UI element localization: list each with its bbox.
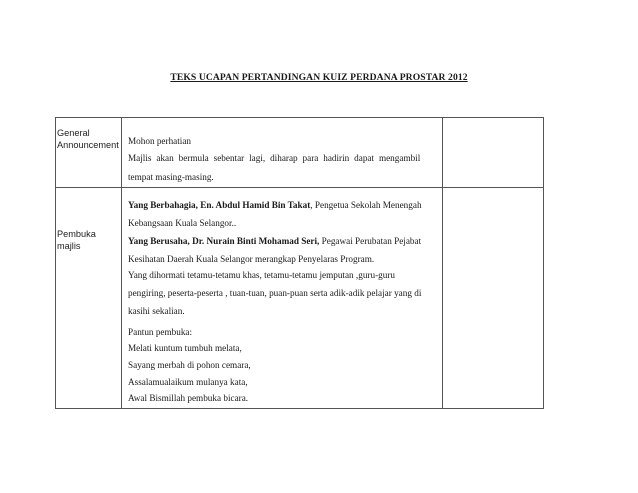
table-border-top [55, 117, 543, 118]
greeting-line: pengiring, peserta-peserta , tuan-tuan, puan-puan serta adik-adik pelajar yang di [128, 288, 422, 298]
row-label-pembuka-majlis [57, 229, 96, 252]
table-col-divider-2 [442, 117, 443, 409]
vip-name: Yang Berusaha, Dr. Nurain Binti Mohamad Seri, [128, 236, 320, 246]
pantun-line: Awal Bismillah pembuka bicara. [128, 393, 249, 403]
row-label-line: Announcement [57, 139, 119, 150]
document-title: TEKS UCAPAN PERTANDINGAN KUIZ PERDANA PROSTAR 2012 [170, 72, 468, 83]
table-border-right [543, 117, 544, 409]
pantun-line: Melati kuntum tumbuh melata, [128, 343, 242, 353]
announcement-line: Mohon perhatian [128, 136, 192, 146]
row-label-line: majlis [57, 240, 81, 251]
row-label-general-announcement [57, 128, 119, 151]
table-border-left [55, 117, 56, 409]
vip-name: Yang Berbahagia, En. Abdul Hamid Bin Takat [128, 200, 311, 210]
vip-line: Kesihatan Daerah Kuala Selangor merangkap Penyelaras Program. [128, 254, 375, 264]
pantun-line: Sayang merbah di pohon cemara, [128, 360, 251, 370]
announcement-line: tempat masing-masing. [128, 172, 214, 182]
vip-title: Pegawai Perubatan Pejabat [319, 236, 422, 246]
announcement-line-text: Majlis akan bermula sebentar lagi, diharap para hadirin dapat mengambil [128, 153, 421, 163]
vip-line [128, 200, 422, 210]
vip-line [128, 236, 421, 246]
table-row-divider [55, 187, 543, 188]
vip-title: , Pengetua Sekolah Menengah [310, 200, 422, 210]
greeting-line: kasihi sekalian. [128, 306, 185, 316]
pantun-line: Pantun pembuka: [128, 327, 193, 337]
pantun-line: Assalamualaikum mulanya kata, [128, 377, 248, 387]
vip-line: Kebangsaan Kuala Selangor.. [128, 218, 237, 228]
table-border-bottom [55, 408, 543, 409]
row-label-line: Pembuka [57, 229, 96, 239]
announcement-line [128, 153, 434, 163]
greeting-line: Yang dihormati tetamu-tetamu khas, tetamu-tetamu jemputan ,guru-guru [128, 270, 395, 280]
table-col-divider-1 [121, 117, 122, 409]
row-label-line: General [57, 128, 90, 138]
